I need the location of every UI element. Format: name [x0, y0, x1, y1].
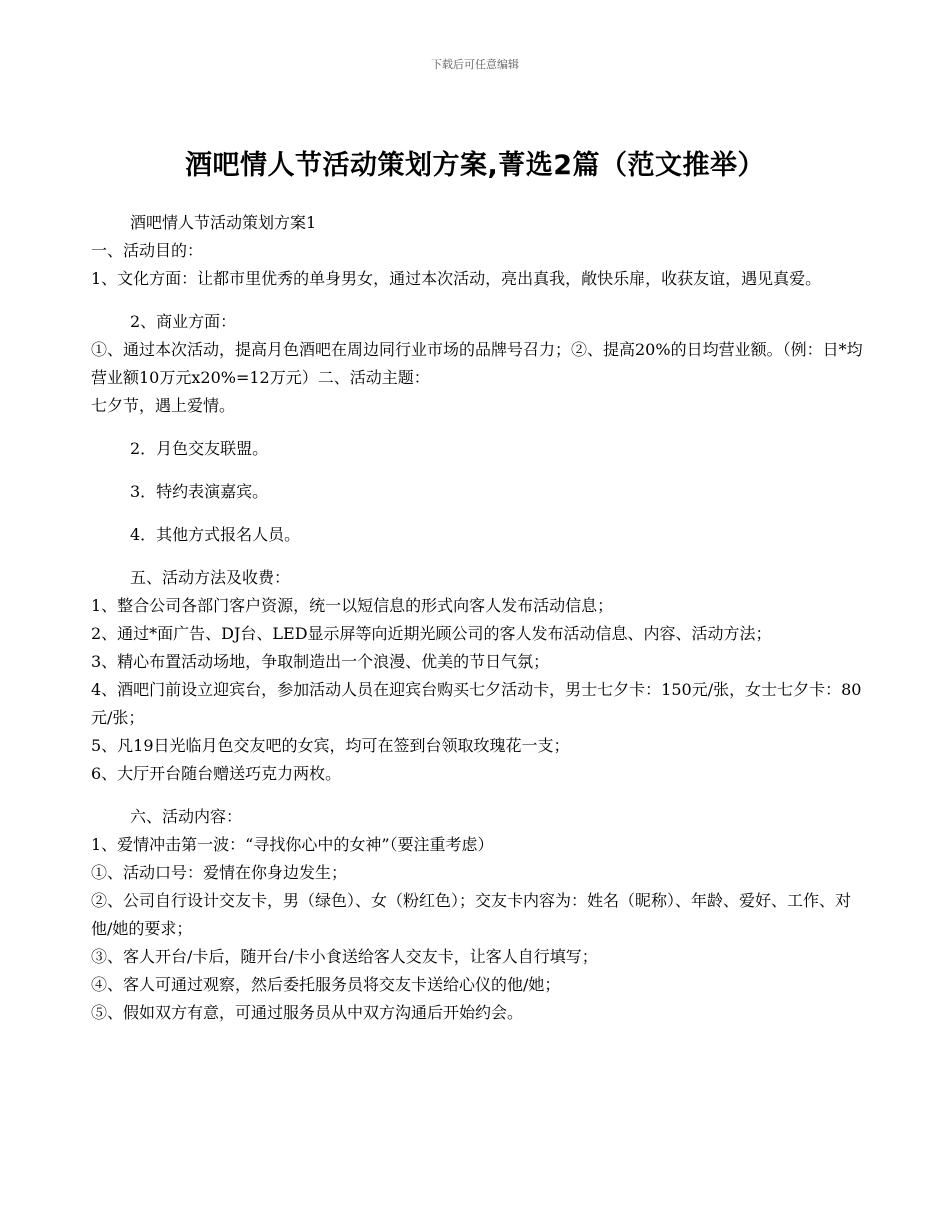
document-title: 酒吧情人节活动策划方案,菁选2篇（范文推举） [184, 150, 766, 181]
paragraph: 2、通过*面广告、DJ台、LED显示屏等向近期光顾公司的客人发布活动信息、内容、活动方法； [91, 624, 772, 643]
paragraph: ④、客人可通过观察，然后委托服务员将交友卡送给心仪的他/她； [91, 975, 561, 994]
paragraph: ②、公司自行设计交友卡，男（绿色）、女（粉红色）；交友卡内容为：姓名（昵称）、年龄、爱好、工作、对他/她的要求； [91, 891, 852, 938]
section-heading: 六、活动内容： [130, 807, 243, 826]
paragraph: 3．特约表演嘉宾。 [130, 482, 269, 501]
paragraph: ①、活动口号：爱情在你身边发生； [91, 863, 348, 882]
paragraph: ⑤、假如双方有意，可通过服务员从中双方沟通后开始约会。 [91, 1003, 524, 1022]
paragraph: 1、爱情冲击第一波：“寻找你心中的女神”（要注重考虑） [91, 835, 494, 854]
section-heading: 一、活动目的： [91, 241, 204, 260]
document-body [91, 209, 866, 1027]
paragraph: 2．月色交友联盟。 [130, 439, 269, 458]
paragraph: 3、精心布置活动场地，争取制造出一个浪漫、优美的节日气氛； [91, 652, 550, 671]
paragraph: 4．其他方式报名人员。 [130, 525, 301, 544]
paragraph: 1、整合公司各部门客户资源，统一以短信息的形式向客人发布活动信息； [91, 596, 614, 615]
header-note: 下载后可任意编辑 [431, 58, 519, 71]
paragraph: ①、通过本次活动，提高月色酒吧在周边同行业市场的品牌号召力；②、提高20%的日均营业额。（例：日*均营业额10万元x20%=12万元）二、活动主题： [91, 340, 863, 387]
paragraph: 6、大厅开台随台赠送巧克力两枚。 [91, 764, 342, 783]
paragraph: 5、凡19日光临月色交友吧的女宾，均可在签到台领取玫瑰花一支； [91, 736, 570, 755]
paragraph: 七夕节，遇上爱情。 [91, 396, 236, 415]
paragraph: ③、客人开台/卡后，随开台/卡小食送给客人交友卡，让客人自行填写； [91, 947, 598, 966]
paragraph: 2、商业方面： [130, 312, 237, 331]
paragraph: 4、酒吧门前设立迎宾台，参加活动人员在迎宾台购买七夕活动卡，男士七夕卡：150元/张，女士七夕卡：80元/张； [91, 680, 862, 727]
paragraph: 1、文化方面：让都市里优秀的单身男女，通过本次活动，亮出真我，敞快乐扉，收获友谊，遇见真爱。 [91, 269, 822, 288]
section-heading: 五、活动方法及收费： [130, 568, 291, 587]
subtitle: 酒吧情人节活动策划方案1 [130, 213, 317, 232]
